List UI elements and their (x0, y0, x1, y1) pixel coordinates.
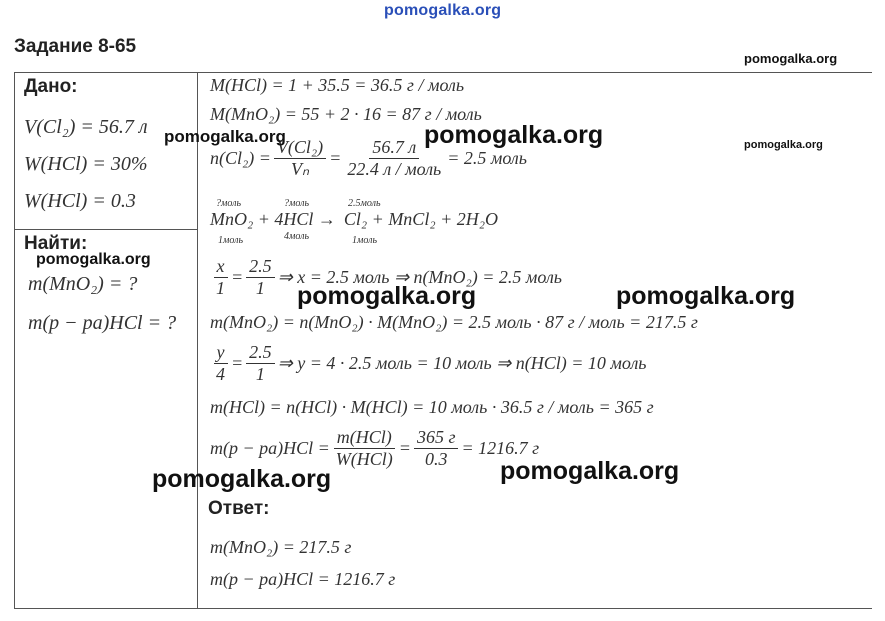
reaction-label-top-hcl: ?моль (284, 198, 310, 209)
watermark-given: pomogalka.org (164, 127, 286, 146)
table-left-border (14, 72, 15, 609)
fraction-numerator: m(HCl) (334, 428, 395, 449)
watermark-middle-left: pomogalka.org (297, 282, 477, 310)
table-top-border (14, 72, 872, 73)
fraction-denominator: 1 (216, 277, 225, 298)
answer-line-solution: m(p − pa)HCl = 1216.7 г (210, 569, 396, 589)
reaction-label-bottom-cl2: 1моль (352, 235, 378, 246)
proportion-hcl (210, 343, 646, 384)
reaction-products: Cl₂ + MnCl₂ + 2H₂O (343, 209, 498, 229)
find-line-mno2: m(MnO₂) = ? (28, 273, 138, 295)
fraction-numerator: 365 г (414, 428, 459, 449)
reaction-label-bottom-hcl: 4моль (284, 231, 310, 242)
watermark-middle-right: pomogalka.org (616, 282, 796, 310)
fraction-numerator: 2.5 (246, 343, 275, 364)
given-line-fraction-percent: W(HCl) = 30% (24, 153, 148, 175)
table-bottom-border (14, 608, 872, 609)
mass-mno2-equation: m(MnO₂) = n(MnO₂) · M(MnO₂) = 2.5 моль · 87 г / моль = 217.5 г (210, 312, 698, 332)
reaction-equation (210, 209, 498, 230)
given-line-fraction: W(HCl) = 0.3 (24, 190, 136, 212)
equals-sign: = (329, 147, 342, 168)
site-link[interactable]: pomogalka.org (384, 2, 502, 19)
given-find-divider (14, 229, 198, 230)
fraction-numerator: x (214, 257, 228, 278)
equals-sign: = (231, 352, 244, 373)
solution-mass-result: = 1216.7 г (461, 437, 540, 458)
fraction-2-5-over-1 (246, 343, 275, 384)
fraction-x-over-1 (213, 257, 228, 298)
fraction-numerator: V(Cl₂) (274, 138, 326, 159)
fraction-y-over-4 (213, 343, 228, 384)
solution-mass-equation (210, 428, 539, 469)
reaction-label-bottom-mno2: 1моль (218, 235, 244, 246)
equals-sign: = (231, 266, 244, 287)
amount-cl2-result: = 2.5 моль (447, 147, 527, 168)
fraction-2-5-over-1 (246, 257, 275, 298)
watermark-right: pomogalka.org (744, 139, 823, 151)
watermark-top-right: pomogalka.org (744, 51, 838, 66)
molar-mass-mno2: M(MnO₂) = 55 + 2 · 16 = 87 г / моль (210, 104, 482, 124)
find-line-solution: m(p − pa)HCl = ? (28, 312, 177, 334)
proportion-mno2-result: ⇒ x = 2.5 моль ⇒ n(MnO₂) = 2.5 моль (277, 266, 562, 287)
answer-header: Ответ: (208, 498, 270, 519)
fraction-denominator: 0.3 (424, 448, 448, 469)
given-line-volume: V(Cl₂) = 56.7 л (24, 116, 148, 138)
fraction-denominator: W(HCl) (335, 448, 393, 469)
find-header: Найти: (24, 233, 88, 254)
fraction-numerator: y (214, 343, 228, 364)
reaction-label-top-mno2: ?моль (216, 198, 242, 209)
watermark-find: pomogalka.org (36, 251, 151, 268)
fraction-denominator: 1 (255, 277, 265, 298)
fraction-numerator: 56.7 л (369, 138, 419, 159)
fraction-values (414, 428, 459, 469)
molar-mass-hcl: M(HCl) = 1 + 35.5 = 36.5 г / моль (210, 75, 465, 95)
watermark-center-top: pomogalka.org (424, 121, 604, 149)
table-column-divider (197, 72, 198, 609)
solution-mass-lhs: m(p − pa)HCl = (210, 437, 330, 458)
watermark-lower-left: pomogalka.org (152, 465, 332, 493)
given-header: Дано: (24, 76, 78, 97)
answer-line-mno2: m(MnO₂) = 217.5 г (210, 537, 352, 557)
proportion-hcl-result: ⇒ y = 4 · 2.5 моль = 10 моль ⇒ n(HCl) = 10 моль (277, 352, 647, 373)
fraction-denominator: Vₙ (290, 158, 310, 179)
task-title: Задание 8-65 (14, 36, 137, 57)
amount-cl2-lhs: n(Cl₂) = (210, 147, 271, 168)
fraction-numerator: 2.5 (246, 257, 275, 278)
fraction-mass-over-fraction (333, 428, 396, 469)
reaction-reactants: MnO₂ + 4HCl → (210, 209, 336, 229)
mass-hcl-equation: m(HCl) = n(HCl) · M(HCl) = 10 моль · 36.5 г / моль = 365 г (210, 397, 654, 417)
fraction-denominator: 1 (255, 363, 265, 384)
fraction-denominator: 22.4 л / моль (347, 158, 442, 179)
reaction-label-top-cl2: 2.5моль (348, 198, 381, 209)
fraction-denominator: 4 (216, 363, 225, 384)
equals-sign: = (398, 437, 411, 458)
watermark-lower-right: pomogalka.org (500, 457, 680, 485)
